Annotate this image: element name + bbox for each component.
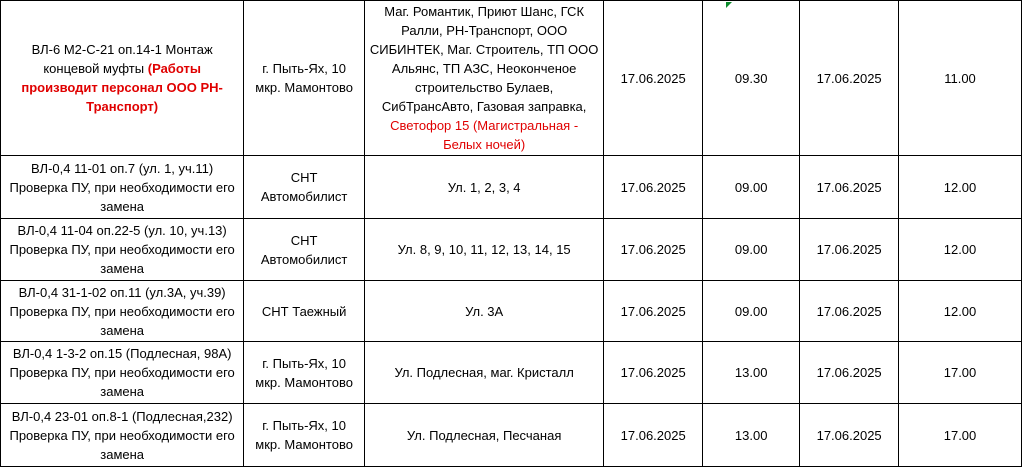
- time-end-cell[interactable]: 12.00: [899, 281, 1022, 342]
- table-row: [1, 404, 1022, 467]
- date-end-cell[interactable]: 17.06.2025: [800, 219, 899, 281]
- line-cell[interactable]: ВЛ-0,4 31-1-02 оп.11 (ул.3А, уч.39) Проверка ПУ, при необходимости его замена: [1, 281, 244, 342]
- date-end-cell[interactable]: 17.06.2025: [800, 281, 899, 342]
- consumers-cell[interactable]: Ул. Подлесная, Песчаная: [365, 404, 604, 467]
- line-cell[interactable]: ВЛ-0,4 11-04 оп.22-5 (ул. 10, уч.13) Проверка ПУ, при необходимости его замена: [1, 219, 244, 281]
- line-cell[interactable]: [1, 1, 244, 156]
- time-end-cell[interactable]: 17.00: [899, 404, 1022, 467]
- consumers-cell[interactable]: [365, 1, 604, 156]
- time-start-cell[interactable]: 09.30: [703, 1, 800, 156]
- location-cell[interactable]: г. Пыть-Ях, 10 мкр. Мамонтово: [244, 1, 365, 156]
- consumers-cell[interactable]: Ул. 3А: [365, 281, 604, 342]
- time-start-cell[interactable]: 13.00: [703, 342, 800, 404]
- time-end-cell[interactable]: 12.00: [899, 219, 1022, 281]
- consumers-text: Маг. Романтик, Приют Шанс, ГСК Ралли, РН-Транспорт, ООО СИБИНТЕК, Маг. Строитель, ТП ООО Альянс, ТП АЗС, Неоконченое строительство Булаев, СибТрансАвто, Газовая заправка,: [369, 4, 599, 114]
- table-row: [1, 342, 1022, 404]
- table-row: [1, 281, 1022, 342]
- line-cell[interactable]: ВЛ-0,4 11-01 оп.7 (ул. 1, уч.11) Проверка ПУ, при необходимости его замена: [1, 156, 244, 219]
- time-start-cell[interactable]: 09.00: [703, 281, 800, 342]
- location-cell[interactable]: г. Пыть-Ях, 10 мкр. Мамонтово: [244, 342, 365, 404]
- date-start-cell[interactable]: 17.06.2025: [604, 281, 703, 342]
- line-cell[interactable]: ВЛ-0,4 1-3-2 оп.15 (Подлесная, 98А) Проверка ПУ, при необходимости его замена: [1, 342, 244, 404]
- time-start-cell[interactable]: 09.00: [703, 156, 800, 219]
- location-cell[interactable]: СНТ Таежный: [244, 281, 365, 342]
- date-end-cell[interactable]: 17.06.2025: [800, 342, 899, 404]
- time-end-cell[interactable]: 17.00: [899, 342, 1022, 404]
- location-cell[interactable]: СНТ Автомобилист: [244, 156, 365, 219]
- location-cell[interactable]: г. Пыть-Ях, 10 мкр. Мамонтово: [244, 404, 365, 467]
- consumers-note: Светофор 15 (Магистральная - Белых ночей): [390, 118, 579, 152]
- table-row: [1, 156, 1022, 219]
- table-row: [1, 1, 1022, 156]
- date-start-cell[interactable]: 17.06.2025: [604, 219, 703, 281]
- time-end-cell[interactable]: 12.00: [899, 156, 1022, 219]
- date-end-cell[interactable]: 17.06.2025: [800, 156, 899, 219]
- date-start-cell[interactable]: 17.06.2025: [604, 156, 703, 219]
- date-end-cell[interactable]: 17.06.2025: [800, 404, 899, 467]
- time-start-cell[interactable]: 09.00: [703, 219, 800, 281]
- table-row: [1, 219, 1022, 281]
- date-start-cell[interactable]: 17.06.2025: [604, 1, 703, 156]
- consumers-cell[interactable]: Ул. 8, 9, 10, 11, 12, 13, 14, 15: [365, 219, 604, 281]
- line-text: ВЛ-6 М2-С-21 оп.14-1 Монтаж концевой муфты: [31, 42, 213, 76]
- consumers-cell[interactable]: Ул. Подлесная, маг. Кристалл: [365, 342, 604, 404]
- date-start-cell[interactable]: 17.06.2025: [604, 404, 703, 467]
- line-cell[interactable]: ВЛ-0,4 23-01 оп.8-1 (Подлесная,232) Проверка ПУ, при необходимости его замена: [1, 404, 244, 467]
- line-note: (Работы производит персонал ООО РН-Транспорт): [21, 61, 223, 114]
- location-cell[interactable]: СНТ Автомобилист: [244, 219, 365, 281]
- date-end-cell[interactable]: 17.06.2025: [800, 1, 899, 156]
- time-start-cell[interactable]: 13.00: [703, 404, 800, 467]
- consumers-cell[interactable]: Ул. 1, 2, 3, 4: [365, 156, 604, 219]
- date-start-cell[interactable]: 17.06.2025: [604, 342, 703, 404]
- time-end-cell[interactable]: 11.00: [899, 1, 1022, 156]
